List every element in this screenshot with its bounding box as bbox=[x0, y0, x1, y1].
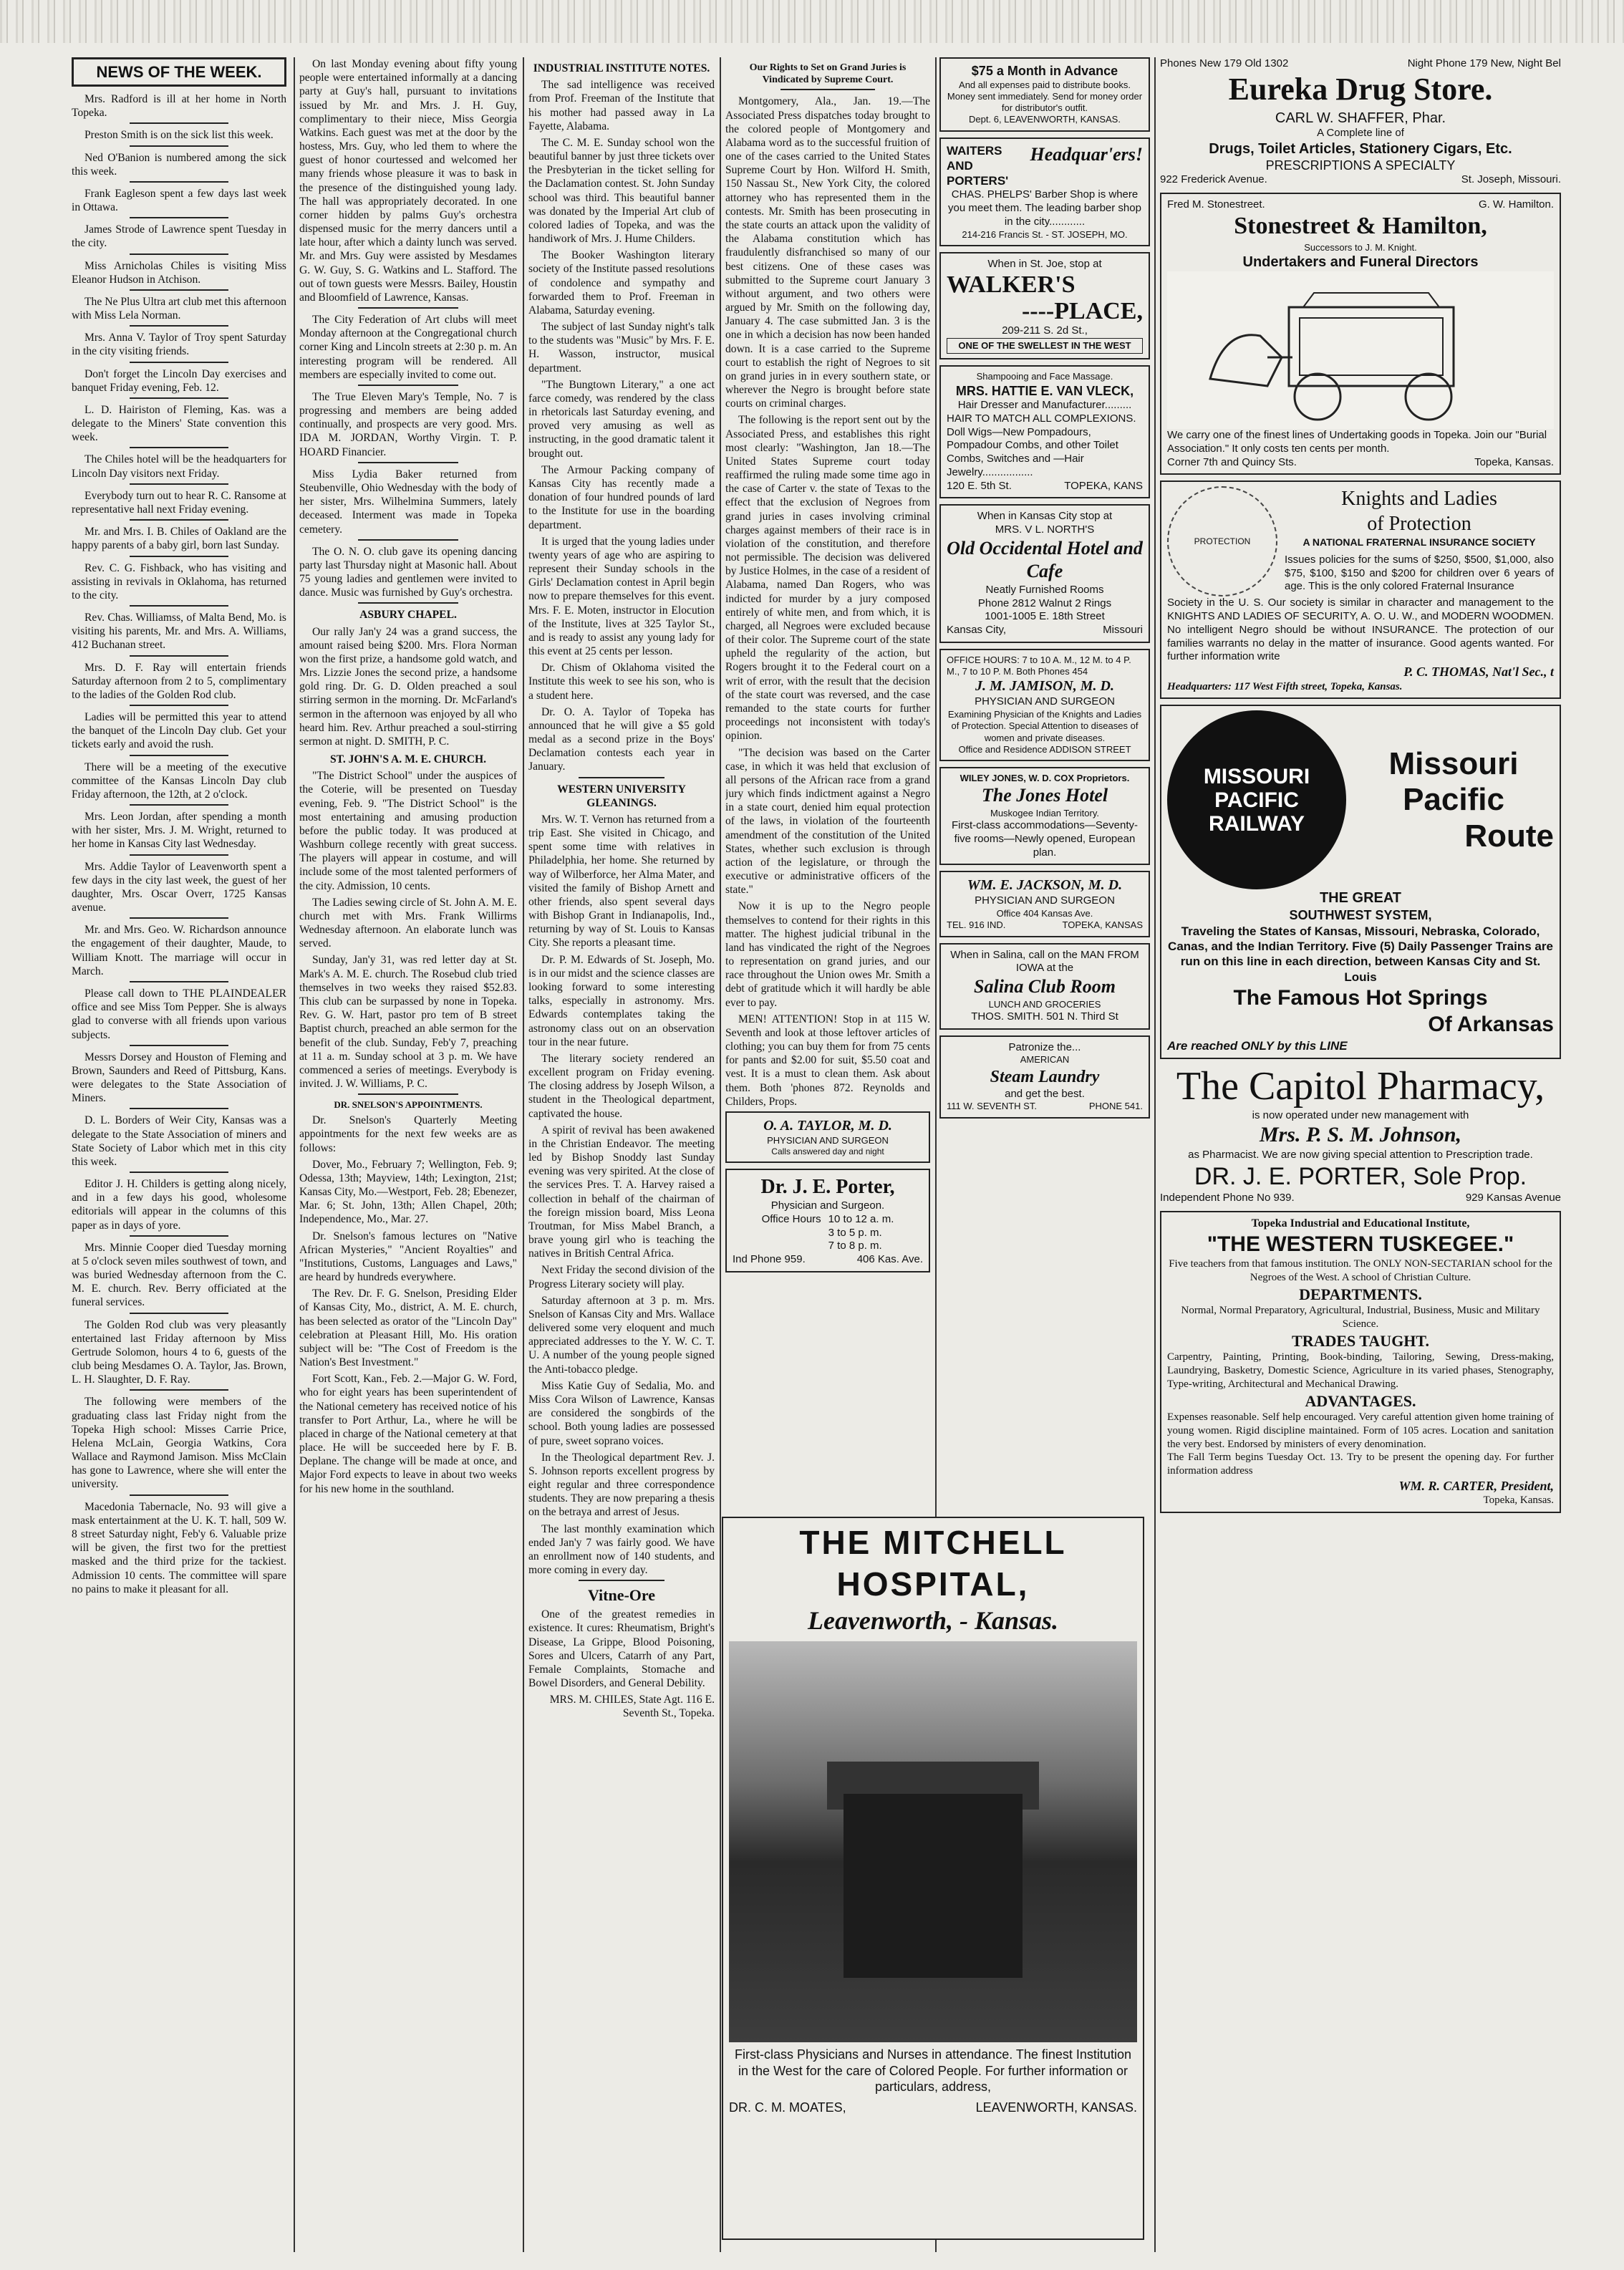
jackson-city: TOPEKA, KANSAS bbox=[1062, 919, 1143, 931]
tuskegee-city: Topeka, Kansas. bbox=[1483, 1494, 1554, 1507]
paragraph: The C. M. E. Sunday school won the beautiful banner by just three tickets over the Presbyterian in the ticket selling for the Daclamation contest. St. John Sunday school was third. This beautiful banner was donated by the Imperial Art club of colored ladies of Topeka, and was the handiwork of Mrs. J. Hume Childers. bbox=[528, 136, 715, 246]
salina-name: Salina Club Room bbox=[974, 976, 1116, 998]
paragraph: MEN! ATTENTION! Stop in at 115 W. Seventh and look at those leftover articles of clothing; you can buy them for from 75 cents for pants and $2.00 for suit, $5.50 coat and vest. It is a must to clean them. Ask about them. Both 'phones 872. Reynolds and Childers, Props. bbox=[725, 1013, 930, 1108]
stonestreet-city: Topeka, Kansas. bbox=[1474, 455, 1554, 468]
separator bbox=[130, 854, 228, 856]
western-tuskegee-ad bbox=[1160, 1211, 1561, 1513]
stonestreet-foot bbox=[1167, 456, 1554, 470]
eureka-line2: Drugs, Toilet Articles, Stationery Cigars, Etc. bbox=[1209, 140, 1512, 157]
knights-body1: Issues policies for the sums of $250, $500, $1,000, also $75, $100, $150 and $200 for children over 6 years of age. This is the only colored Fraternal Insurance bbox=[1285, 553, 1554, 593]
jamison-sub: PHYSICIAN AND SURGEON bbox=[975, 695, 1115, 708]
tuskegee-dept: Normal, Normal Preparatory, Agricultural, Industrial, Business, Music and Military Science. bbox=[1181, 1305, 1540, 1330]
separator bbox=[130, 705, 228, 706]
taylor-ad bbox=[725, 1111, 930, 1163]
vanvleck-body: HAIR TO MATCH ALL COMPLEXIONS. Doll Wigs—New Pompadours, Pompadour Combs, and other Toilet Combs, Switches and —Hair Jewelry................. bbox=[947, 412, 1136, 478]
mitchell-title: THE MITCHELL HOSPITAL, bbox=[799, 1524, 1067, 1603]
paragraph: James Strode of Lawrence spent Tuesday in the city. bbox=[72, 223, 286, 250]
porter-hours-line: 3 to 5 p. m. bbox=[828, 1226, 882, 1239]
column-5-ads bbox=[939, 57, 1150, 1511]
north-name: MRS. V L. NORTH'S bbox=[995, 523, 1095, 536]
stonestreet-addr: Corner 7th and Quincy Sts. bbox=[1167, 455, 1297, 468]
porter-hours-line: 10 to 12 a. m. bbox=[828, 1212, 894, 1225]
stonestreet-sub: Successors to J. M. Knight. bbox=[1304, 241, 1417, 253]
logo-line: MISSOURI bbox=[1203, 764, 1310, 788]
separator bbox=[130, 605, 228, 607]
paragraph: D. L. Borders of Weir City, Kansas was a delegate to the State Association of miners and State Society of Labor which met in this city this week. bbox=[72, 1114, 286, 1168]
paragraph: Mr. and Mrs. Geo. W. Richardson announce the engagement of their daughter, Maude, to William Knott. The marriage will occur in March. bbox=[72, 924, 286, 977]
salina-addr: THOS. SMITH. 501 N. Third St bbox=[971, 1010, 1118, 1023]
paragraph: A spirit of revival has been awakened in the Christian Endeavor. The meeting led by Bishop Snoddy last Sunday evening was very spirited. At the close of the services Pres. T. A. Harvey raised a collection in behalf of the chairman of the foreign mission board, Miss Leona Troutman, for Miss Mabel Branch, a brave young girl who is teaching the natives in British Central Africa. bbox=[528, 1124, 715, 1260]
paragraph: Please call down to THE PLAINDEALER office and see Miss Tom Pepper. She is always glad to converse with all friends upon various subjects. bbox=[72, 987, 286, 1041]
vanvleck-top: Shampooing and Face Massage. bbox=[976, 371, 1113, 382]
separator bbox=[358, 307, 458, 309]
separator bbox=[358, 385, 458, 386]
salina-ad bbox=[939, 943, 1150, 1030]
paragraph: Frank Eagleson spent a few days last week in Ottawa. bbox=[72, 187, 286, 214]
paragraph: The following were members of the graduating class last Friday night from the Topeka High school: Misses Carrie Price, Helena McLain, Georgia Watkins, Cora Wallace and Raymond Jamison. Miss McClain has gone to Lawrence, where she will enter the university. bbox=[72, 1396, 286, 1491]
news-items bbox=[72, 92, 286, 1596]
eureka-drug-ad bbox=[1160, 57, 1561, 187]
stonestreet-line: Undertakers and Funeral Directors bbox=[1242, 254, 1479, 271]
waiters-left: WAITERS AND PORTERS' bbox=[947, 143, 1009, 188]
waiters-row bbox=[947, 143, 1143, 189]
waiters-addr: 214-216 Francis St. - ST. JOSEPH, MO. bbox=[962, 228, 1128, 240]
separator bbox=[130, 447, 228, 448]
eureka-owner: CARL W. SHAFFER, Phar. bbox=[1275, 110, 1446, 126]
north-body: Neatly Furnished Rooms bbox=[985, 583, 1104, 596]
separator bbox=[130, 1108, 228, 1109]
mitchell-hospital-ad bbox=[722, 1517, 1144, 2240]
paragraph: The Armour Packing company of Kansas City has recently made a donation of four hundred pounds of lard to the Institute for use in the boarding department. bbox=[528, 463, 715, 531]
vanvleck-addr: 120 E. 5th St. bbox=[947, 479, 1012, 492]
separator bbox=[130, 1389, 228, 1391]
eureka-phones bbox=[1160, 57, 1561, 70]
stonestreet-title: Stonestreet & Hamilton, bbox=[1234, 213, 1487, 240]
knights-top bbox=[1167, 486, 1554, 597]
column-3 bbox=[528, 57, 715, 2256]
porter-hours-line: 7 to 8 p. m. bbox=[828, 1240, 882, 1252]
separator bbox=[130, 655, 228, 657]
paragraph: Dr. Snelson's famous lectures on "Native African Mysteries," "Ancient Royalties" and "Institutions, Customs, Languages and Laws," are heard by hundreds everywhere. bbox=[299, 1230, 517, 1284]
column-rule bbox=[1154, 57, 1156, 2252]
vitne-ore-title: Vitne-Ore bbox=[587, 1586, 656, 1605]
paragraph: The Rev. Dr. F. G. Snelson, Presiding Elder of Kansas City, Mo., district, A. M. E. church, has been selected as orator of the "Lincoln Day" celebration at Pleasant Hill, Mo. His oration subject will be: "The Cost of Freedom is the Nation's Best Investment." bbox=[299, 1288, 517, 1369]
paragraph: Montgomery, Ala., Jan. 19.—The Associated Press dispatches today brought to the colored people of Montgomery and Alabama word as to the successful fruition of one of the cases carried to the United States Supreme Court by Hon. Wilford H. Smith, 150 Nassau St., New York City, the colored attorney who has represented them in the contests. Mr. Smith has been prosecuting in the state courts an attack upon the validity of the Alabama constitution which has fraudulently disfranchised so many of our best citizens. One of these cases was submitted to the Supreme court January 3 without argument, and two others were argued by Mr. Smith on the following day, January 4. The case submitted Jan. 3 is the one in which a decision has now been handed down. It is a case carried to the Supreme court to establish the right of Negroes to sit on grand juries in in every southern state, or wherever the Negro is brought before state courts on criminal charges. bbox=[725, 95, 930, 410]
laundry-phone: PHONE 541. bbox=[1088, 1101, 1143, 1112]
north-hotel-ad bbox=[939, 504, 1150, 643]
separator bbox=[130, 122, 228, 124]
separator bbox=[130, 981, 228, 982]
paragraph: The last monthly examination which ended Jan'y 7 was fairly good. We have an enrollment now of 140 students, and more coming in every day. bbox=[528, 1522, 715, 1577]
tuskegee-trades: Carpentry, Painting, Printing, Book-binding, Tailoring, Sewing, Dress-making, Laundrying, Basketry, Domestic Science, Agriculture in its varied phases, Stenography, Type-writing, Architectural and Mechanical Drawing. bbox=[1167, 1351, 1554, 1390]
paragraph: Mrs. Minnie Cooper died Tuesday morning at 5 o'clock seven miles southwest of town, and was buried Wednesday afternoon from the C. M. E. church. Rev. Berry officiated at the funeral services. bbox=[72, 1241, 286, 1309]
mitchell-city: Leavenworth, - Kansas. bbox=[807, 1606, 1059, 1635]
jackson-addr: Office 404 Kansas Ave. bbox=[996, 908, 1093, 919]
paragraph: Dr. Chism of Oklahoma visited the Institute this week to see his son, who is a student here. bbox=[528, 662, 715, 702]
tuskegee-title: "THE WESTERN TUSKEGEE." bbox=[1207, 1232, 1514, 1256]
jones-name: The Jones Hotel bbox=[981, 785, 1108, 806]
jackson-sub: PHYSICIAN AND SURGEON bbox=[975, 894, 1115, 907]
north-addr: 1001-1005 E. 18th Street bbox=[985, 610, 1105, 623]
walker-name: WALKER'S bbox=[947, 271, 1076, 298]
tuskegee-dept-head: DEPARTMENTS. bbox=[1299, 1285, 1422, 1303]
paragraph: It is urged that the young ladies under twenty years of age who are aspiring to represent their Sunday schools in the Girls' Declamation contest in April begin now to prepare themselves for this event. Mrs. F. E. Moten, instructor in Elocution of the Institute, lives at 325 Taylor St., and is ready to assist any young lady for this event at 25 cents per lesson. bbox=[528, 535, 715, 658]
vanvleck-sub: Hair Dresser and Manufacturer......... bbox=[957, 399, 1132, 412]
tuskegee-adv: Expenses reasonable. Self help encouraged. Very careful attention given home training of young women. Rigid discipline maintained. Form of 105 acres. Location and sanitation the very best. Endorsed by ministers of every denomination. bbox=[1167, 1411, 1554, 1450]
paragraph: Everybody turn out to hear R. C. Ransome at representative hall next Friday evening. bbox=[72, 489, 286, 516]
mopac-title2: Pacific bbox=[1403, 782, 1504, 818]
waiters-body: CHAS. PHELPS' Barber Shop is where you meet them. The leading barber shop in the city............ bbox=[948, 188, 1141, 228]
separator bbox=[130, 253, 228, 255]
column-news-of-the-week bbox=[72, 57, 286, 2256]
column-6-ads bbox=[1160, 57, 1561, 2256]
paragraph: Saturday afternoon at 3 p. m. Mrs. Snelson of Kansas City and Mrs. Wallace delivered some very eloquent and much appreciated addresses to the Y. W. C. T. U. A number of the young people signed the Anti-tobacco pledge. bbox=[528, 1294, 715, 1376]
laundry-intro: Patronize the... bbox=[1008, 1040, 1081, 1053]
stonestreet-left: Fred M. Stonestreet. bbox=[1167, 198, 1265, 211]
tuskegee-fall: The Fall Term begins Tuesday Oct. 13. Try to be present the opening day. For further information address bbox=[1167, 1452, 1554, 1477]
paragraph: Ned O'Banion is numbered among the sick this week. bbox=[72, 151, 286, 178]
separator bbox=[130, 1172, 228, 1173]
separator bbox=[780, 89, 875, 90]
local-items bbox=[299, 57, 517, 599]
snelson-items bbox=[299, 1114, 517, 1496]
protection-seal bbox=[1167, 486, 1277, 597]
knights-sub: A NATIONAL FRATERNAL INSURANCE SOCIETY bbox=[1302, 536, 1536, 549]
van-vleck-ad bbox=[939, 365, 1150, 498]
porter-phone: Ind Phone 959. bbox=[733, 1253, 806, 1266]
jamison-addr: Office and Residence ADDISON STREET bbox=[958, 743, 1131, 755]
eureka-phones-right: Night Phone 179 New, Night Bel bbox=[1407, 57, 1561, 69]
jones-loc: Muskogee Indian Territory. bbox=[990, 807, 1099, 818]
stonestreet-right: G. W. Hamilton. bbox=[1478, 198, 1554, 211]
separator bbox=[130, 804, 228, 806]
jackson-ad bbox=[939, 871, 1150, 937]
paragraph: Messrs Dorsey and Houston of Fleming and Brown, Saunders and Reed of Pittsburg, Kans. were delegates to the State Association of Miners. bbox=[72, 1051, 286, 1105]
north-phone: Phone 2812 Walnut 2 Rings bbox=[977, 597, 1112, 609]
paragraph: The literary society rendered an excellent program on Friday evening. The closing address by Joseph Wilson, a student in the Theological department, captivated the house. bbox=[528, 1052, 715, 1120]
paragraph: Dr. Snelson's Quarterly Meeting appointments for the next few weeks are as follows: bbox=[299, 1114, 517, 1154]
porter-sub: Physician and Surgeon. bbox=[770, 1199, 885, 1212]
laundry-ad bbox=[939, 1035, 1150, 1119]
separator bbox=[130, 483, 228, 485]
eureka-line3: PRESCRIPTIONS A SPECIALTY bbox=[1265, 158, 1456, 173]
paragraph: The sad intelligence was received from Prof. Freeman of the Institute that his mother had passed away in La Fayette, Alabama. bbox=[528, 79, 715, 132]
paragraph: Mr. and Mrs. I. B. Chiles of Oakland are the happy parents of a baby girl, born last Sunday. bbox=[72, 526, 286, 552]
laundry-sub: and get the best. bbox=[1005, 1087, 1085, 1100]
knights-ladies-ad bbox=[1160, 480, 1561, 699]
column-2 bbox=[299, 57, 517, 2256]
porter-hours-label: Office Hours bbox=[761, 1212, 821, 1225]
separator bbox=[579, 777, 664, 778]
asbury-chapel-heading: ASBURY CHAPEL. bbox=[359, 609, 457, 622]
separator bbox=[130, 289, 228, 291]
jackson-foot bbox=[947, 919, 1143, 931]
separator bbox=[130, 1494, 228, 1496]
column-4 bbox=[725, 57, 930, 1511]
paragraph: "The District School" under the auspices of the Coterie, will be presented on Tuesday evening, Feb. 9. "The District School" is the most entertaining and amusing production before the public today. It was produced at Washburn college recently with great success. The players will appear in costume, and will include some of the most talented performers of the city. Admission, 10 cents. bbox=[299, 770, 517, 892]
hearse-illustration bbox=[1167, 271, 1554, 429]
jackson-name: WM. E. JACKSON, M. D. bbox=[967, 877, 1123, 894]
capitol-phone: Independent Phone No 939. bbox=[1160, 1192, 1295, 1204]
column-rule bbox=[523, 57, 524, 2252]
walker-tag: ONE OF THE SWELLEST IN THE WEST bbox=[947, 338, 1143, 354]
separator bbox=[130, 181, 228, 183]
vanvleck-city: TOPEKA, KANS bbox=[1064, 479, 1143, 492]
knights-hq: Headquarters: 117 West Fifth street, Topeka, Kansas. bbox=[1167, 680, 1403, 692]
tuskegee-trades-head: TRADES TAUGHT. bbox=[1292, 1331, 1429, 1350]
porter-hours bbox=[733, 1213, 923, 1253]
vitne-ore-body: One of the greatest remedies in existence. It cures: Rheumatism, Bright's Disease, La Grippe, Blood Poisoning, Sores and Ulcers, Catarrh of any Part, Female Complaints, Stomache and Bowel Disorders, and General Debility. bbox=[528, 1608, 715, 1690]
paragraph: The True Eleven Mary's Temple, No. 7 is progressing and members are being added continually, and prospects are very good. Mrs. IDA M. JORDAN, Worthy Virgin. T. P. HOARD Financier. bbox=[299, 390, 517, 458]
paragraph: Now it is up to the Negro people themselves to contend for their rights in this matter. The highest judicial tribunal in the land has vindicated the right of the Negroes to representation on grand juries, and our race throughout the Union owes Mr. Smith a debt of gratitude which it will hardly be able ever to pay. bbox=[725, 900, 930, 1009]
paragraph: Sunday, Jan'y 31, was red letter day at St. Mark's A. M. E. church. The Rosebud club tried themselves in two weeks they raised $52.83. This club can be surpassed by none in Topeka. Rev. G. W. Hart, pastor pro tem of B street Baptist church, preached an able sermon for the benefit of the club. Sunday, Feb'y 7, preaching at 11 a. m. Sunday school at 3 p. m. We have commenced a series of meetings. Everybody is invited. J. W. Williams, P. C. bbox=[299, 954, 517, 1091]
paragraph: "The Bungtown Literary," a one act farce comedy, was rendered by the class in rhetoricals last Saturday evening, and proved very amusing as well as instructing, in the good dramatic talent it brought out. bbox=[528, 378, 715, 460]
separator bbox=[130, 1045, 228, 1046]
separator bbox=[130, 325, 228, 327]
separator bbox=[130, 1313, 228, 1314]
north-state: Missouri bbox=[1103, 624, 1143, 637]
mopac-title3: Route bbox=[1464, 818, 1554, 854]
mitchell-sign-city: LEAVENWORTH, KANSAS. bbox=[975, 2100, 1137, 2115]
salina-intro: When in Salina, call on the MAN FROM IOWA at the bbox=[950, 948, 1139, 975]
jones-hotel-ad bbox=[939, 767, 1150, 865]
north-foot bbox=[947, 624, 1143, 637]
paragraph: Mrs. Anna V. Taylor of Troy spent Saturday in the city visiting friends. bbox=[72, 332, 286, 358]
mopac-springs1: The Famous Hot Springs bbox=[1233, 985, 1488, 1010]
jones-body: First-class accommodations—Seventy-five rooms—Newly opened, European plan. bbox=[951, 819, 1139, 859]
separator bbox=[358, 539, 458, 541]
capitol-addr: 929 Kansas Avenue bbox=[1465, 1192, 1561, 1204]
salina-sub: LUNCH AND GROCERIES bbox=[988, 998, 1101, 1010]
separator bbox=[130, 755, 228, 756]
paragraph: Preston Smith is on the sick list this week. bbox=[84, 129, 274, 142]
capitol-owner: Mrs. P. S. M. Johnson, bbox=[1259, 1123, 1462, 1147]
paragraph: The Chiles hotel will be the headquarters for Lincoln Day visitors next Friday. bbox=[72, 453, 286, 480]
separator bbox=[130, 145, 228, 147]
paragraph: Dover, Mo., February 7; Wellington, Feb. 9; Odessa, 13th; Mayview, 14th; Lexington, 21st; Kansas City, Mo.—Westport, Feb. 28; Ebenezer, Mar. 6; St. John, 13th; Allen Chapel, 20th; Independence, Mo., Mar. 27. bbox=[299, 1158, 517, 1226]
stonestreet-names bbox=[1167, 198, 1554, 212]
ad-75-a-month bbox=[939, 57, 1150, 132]
eureka-phones-left: Phones New 179 Old 1302 bbox=[1160, 57, 1289, 69]
capitol-prop: DR. J. E. PORTER, Sole Prop. bbox=[1194, 1162, 1527, 1190]
grand-juries-heading: Our Rights to Set on Grand Juries is Vindicated by Supreme Court. bbox=[749, 62, 907, 86]
walker-intro: When in St. Joe, stop at bbox=[987, 257, 1102, 270]
laundry-foot bbox=[947, 1101, 1143, 1112]
knights-title-block bbox=[1285, 486, 1554, 594]
paragraph: Dr. P. M. Edwards of St. Joseph, Mo. is in our midst and the science classes are looking forward to some interesting talks, especially in astronomy. Mrs. Edwards contemplates taking the astronomy class out on an observation tour in the near future. bbox=[528, 953, 715, 1048]
separator bbox=[130, 519, 228, 521]
walker-place: ----PLACE, bbox=[1021, 297, 1143, 324]
eureka-city: St. Joseph, Missouri. bbox=[1461, 173, 1561, 186]
page-top-edge bbox=[0, 0, 1624, 43]
separator bbox=[130, 397, 228, 399]
mitchell-sign: DR. C. M. MOATES, bbox=[729, 2100, 846, 2115]
laundry-mid: AMERICAN bbox=[1020, 1054, 1070, 1066]
jamison-ad bbox=[939, 649, 1150, 761]
mopac-reached: Are reached ONLY by this LINE bbox=[1167, 1038, 1348, 1053]
separator bbox=[130, 556, 228, 557]
paragraph: Macedonia Tabernacle, No. 93 will give a mask entertainment at the U. K. T. hall, 509 W. 8 street Saturday night, Feb'y 6. Valuable prize will be given, the first two for the prettiest masked and the third prize for the tackiest. Admission 10 cents. The committee will spare no pains to make it pleasant for all. bbox=[72, 1500, 286, 1595]
paragraph: Dr. O. A. Taylor of Topeka has announced that he will give a $5 gold medal as a second prize in the Boys' Declamation contests each year in January. bbox=[528, 705, 715, 773]
tuskegee-intro: Five teachers from that famous institution. The ONLY NON-SECTARIAN school for the Negroes of the West. A school of Christian Culture. bbox=[1169, 1258, 1552, 1284]
eureka-addr: 922 Frederick Avenue. bbox=[1160, 173, 1267, 186]
ad75-title: $75 a Month in Advance bbox=[971, 64, 1118, 78]
laundry-name: Steam Laundry bbox=[990, 1067, 1100, 1086]
paragraph: Next Friday the second division of the Progress Literary society will play. bbox=[528, 1264, 715, 1290]
paragraph: In the Theological department Rev. J. S. Johnson reports excellent progress by eight regular and three correspondence students. They are now preparing a thesis on the betraya and arrest of Jesus. bbox=[528, 1451, 715, 1519]
eureka-title: Eureka Drug Store. bbox=[1228, 72, 1493, 107]
snelson-heading: DR. SNELSON'S APPOINTMENTS. bbox=[334, 1099, 483, 1111]
jamison-name: J. M. JAMISON, M. D. bbox=[975, 678, 1114, 695]
paragraph: Don't forget the Lincoln Day exercises and banquet Friday evening, Feb. 12. bbox=[72, 367, 286, 394]
logo-line: RAILWAY bbox=[1209, 811, 1305, 836]
paragraph: Mrs. Radford is ill at her home in North Topeka. bbox=[72, 93, 286, 120]
ad75-body: And all expenses paid to distribute books. Money sent immediately. Send for money order for distributor's outfit. bbox=[947, 79, 1143, 113]
vanvleck-foot bbox=[947, 480, 1143, 493]
separator bbox=[130, 362, 228, 363]
north-intro: When in Kansas City stop at bbox=[977, 510, 1113, 523]
paragraph: "The decision was based on the Carter case, in which it was held that exclusion of all persons of the African race from a grand jury which finds indictment against a Negro in a state court, denied him equal protection of the laws, in violation of the fourteenth amendment of the constitution of the United States, whether such exclusion is through action of the legislature, or through the executive or administrative officers of the state." bbox=[725, 746, 930, 897]
paragraph: Miss Arnicholas Chiles is visiting Miss Eleanor Hudson in Atchison. bbox=[72, 259, 286, 286]
logo-line: PACIFIC bbox=[1214, 788, 1299, 812]
knights-body2: Society in the U. S. Our society is similar in character and management to the KNIGHTS AND LADIES OF SECURITY, A. O. U. W., and MODERN WOODMEN. No intelligent Negro should be without INSURANCE. The protection of our families warrants no delay in the matter of insurance. Good agents wanted. For further information write bbox=[1167, 597, 1554, 663]
grand-juries-items bbox=[725, 95, 930, 1109]
st-johns-items bbox=[299, 769, 517, 1091]
separator bbox=[358, 1093, 458, 1095]
capitol-sub: is now operated under new management with bbox=[1252, 1109, 1469, 1121]
separator bbox=[358, 602, 458, 604]
paragraph: Miss Katie Guy of Sedalia, Mo. and Miss Cora Wilson of Lawrence, Kansas are considered the songbirds of the school. Both young ladies are possessed of pure, sweet soprano voices. bbox=[528, 1379, 715, 1447]
north-hotel: Old Occidental Hotel and Cafe bbox=[947, 537, 1143, 582]
separator bbox=[579, 1580, 664, 1581]
paragraph: Fort Scott, Kan., Feb. 2.—Major G. W. Ford, who for eight years has been superintendent of the National cemetery has received notice of his transfer to Port Arthur, La., where he will be placed in charge of the National cemetery at that place. He will be succeeded here by F. B. Deplane. The change will be made at once, and Major Ford expects to leave in about two weeks for his new home in the southland. bbox=[299, 1373, 517, 1495]
missouri-pacific-logo-icon bbox=[1167, 710, 1346, 889]
institute-items bbox=[528, 78, 715, 773]
stonestreet-body: We carry one of the finest lines of Undertaking goods in Topeka. Join our "Burial Association." It only costs ten cents per month. bbox=[1167, 429, 1547, 455]
paragraph: The Booker Washington literary society of the Institute passed resolutions of condolence and sympathy and forwarded them to Prof. Freeman in Alabama, Saturday evening. bbox=[528, 249, 715, 317]
taylor-name: O. A. TAYLOR, M. D. bbox=[763, 1117, 892, 1134]
paragraph: The following is the report sent out by the Associated Press, and establishes this right most clearly: "Washington, Jan 18.—The United States Supreme court today reaffirmed the ruling made some time ago in the case of Carter v. the state of Texas to the effect that the exclusion of Negroes from grand juries in cases involving criminal charges against members of their race is in violation of the constitution, and therefore not permissible. The decision was delivered by Justice Holmes, in the case of a resident of Alabama, named Dan Rogers, who was indicted for murder by a jury composed entirely of white men, and from which, it is charged, all Negroes were excluded because of their color. The Supreme court of the state upheld the regularity of the action, but Rogers brought it to the Federal court on a writ of error, with the result that the decision of the state court was reversed, and the case remanded to the state courts for further proceedings not inconsistent with today's opinion. bbox=[725, 414, 930, 743]
eureka-foot bbox=[1160, 173, 1561, 186]
missouri-pacific-ad bbox=[1160, 705, 1561, 1059]
hospital-photo bbox=[729, 1641, 1137, 2042]
vanvleck-name: MRS. HATTIE E. VAN VLECK, bbox=[955, 383, 1134, 398]
industrial-institute-heading: INDUSTRIAL INSTITUTE NOTES. bbox=[533, 62, 710, 74]
paragraph: Miss Lydia Baker returned from Steubenville, Ohio Wednesday with the body of her sister, Mrs. Wilhelmina Summers, lately deceased. Interment was made in Topeka cemetery. bbox=[299, 468, 517, 536]
paragraph: On last Monday evening about fifty young people were entertained informally at a dancing party at Guy's hall, pursuant to invitations issued by Mr. and Mrs. J. H. Guy, complimentary to their niece, Miss Georgia Watkins. Each guest was met at the door by the hostess, Mrs. Guy, who led them to where the guest of honor courtessed and welcomed her many friends whose pleasure it was to bask in the presence of the distinguished young lady. The hall was appropriately decorated. In one corner hidden by palms Guy's orchestra dispensed music for the merry dancers until a late hour, after which a dainty lunch was served. Mr. and Mrs. Guy were assisted by Mesdames G. W. Guy, S. G. Watkins and L. Stafford. The out of town guests were Messrs. Bailey, Houstin and Bloomfield of Lawrence, Kansas. bbox=[299, 58, 517, 304]
capitol-title: The Capitol Pharmacy, bbox=[1176, 1064, 1545, 1109]
porter-ad bbox=[725, 1169, 930, 1272]
tuskegee-adv-head: ADVANTAGES. bbox=[1305, 1391, 1416, 1410]
separator bbox=[358, 462, 458, 463]
separator bbox=[130, 217, 228, 218]
separator bbox=[130, 1235, 228, 1237]
mopac-great: THE GREAT bbox=[1319, 890, 1402, 907]
laundry-addr: 111 W. SEVENTH ST. bbox=[947, 1101, 1037, 1112]
taylor-sub: PHYSICIAN AND SURGEON bbox=[767, 1134, 889, 1146]
mopac-body: Traveling the States of Kansas, Missouri, Nebraska, Colorado, Canas, and the Indian Territory. Five (5) Daily Passenger Trains are run on this line in each direction, between Kansas City and St. Louis bbox=[1168, 924, 1553, 984]
porter-name: Dr. J. E. Porter, bbox=[760, 1176, 895, 1199]
paragraph: Mrs. Addie Taylor of Leavenworth spent a few days in the city last week, the guest of her daughter, Mrs. Oscar Overr, 1725 Kansas avenue. bbox=[72, 860, 286, 914]
paragraph: Mrs. Leon Jordan, after spending a month with her sister, Mrs. J. M. Wright, returned to her home in Kansas City last Wednesday. bbox=[72, 811, 286, 851]
university-items bbox=[528, 813, 715, 1577]
taylor-note: Calls answered day and night bbox=[771, 1146, 884, 1157]
stonestreet-ad bbox=[1160, 193, 1561, 475]
ad75-foot: Dept. 6, LEAVENWORTH, KANSAS. bbox=[969, 114, 1121, 125]
paragraph: The Golden Rod club was very pleasantly entertained last Friday afternoon by Miss Gertrude Solomon, hours 4 to 6, guests of the club being Mesdames O. A. Taylor, Jas. Brown, L. H. Slaughter, D. F. Ray. bbox=[72, 1318, 286, 1386]
knights-title1: Knights and Ladies bbox=[1341, 488, 1497, 511]
paragraph: The Ladies sewing circle of St. John A. M. E. church met with Mrs. Frank Willirms Wednesday afternoon. An elaborate lunch was served. bbox=[299, 896, 517, 950]
western-university-heading: WESTERN UNIVERSITY GLEANINGS. bbox=[557, 783, 686, 809]
paragraph: Editor J. H. Childers is getting along nicely, and in a few days his good, wholesome editorials will appear in the columns of this paper as in days of yore. bbox=[72, 1178, 286, 1232]
capitol-pharmacy-ad bbox=[1160, 1065, 1561, 1205]
mopac-title1: Missouri bbox=[1388, 745, 1519, 781]
knights-sign: P. C. THOMAS, Nat'l Sec., t bbox=[1403, 665, 1554, 680]
hearse-icon bbox=[1167, 271, 1554, 429]
column-rule bbox=[294, 57, 295, 2252]
jamison-hours: OFFICE HOURS: 7 to 10 A. M., 12 M. to 4 P. M., 7 to 10 P. M. Both Phones 454 bbox=[947, 654, 1131, 677]
paragraph: Our rally Jan'y 24 was a grand success, the amount raised being $200. Mrs. Flora Norman won the first prize, a handsome gold watch, and Mrs. Lizzie Jones the second prize, a handsome gold ring. Dr. G. D. Olden preached a soul stirring sermon in the morning. Dr. McFarland's sermon in the afternoon was enjoyed by all who heard him. Rev. Arthur preached a soul-stirring sermon at night. D. SMITH, P. C. bbox=[299, 625, 517, 748]
phelps-barber-ad bbox=[939, 137, 1150, 246]
paragraph: L. D. Hairiston of Fleming, Kas. was a delegate to the Miners' State convention this week. bbox=[72, 403, 286, 444]
jones-props: WILEY JONES, W. D. COX Proprietors. bbox=[960, 773, 1130, 784]
seal-text: PROTECTION bbox=[1194, 536, 1251, 546]
mitchell-foot bbox=[729, 2100, 1137, 2116]
vitne-ore-agent: MRS. M. CHILES, State Agt. 116 E. Seventh St., Topeka. bbox=[549, 1694, 715, 1720]
paragraph: Mrs. D. F. Ray will entertain friends Saturday afternoon from 2 to 5, complimentary to the ladies of the Golden Rod club. bbox=[72, 661, 286, 701]
news-of-the-week-heading: NEWS OF THE WEEK. bbox=[72, 57, 286, 87]
mopac-top bbox=[1167, 710, 1554, 889]
paragraph: Ladies will be permitted this year to attend the banquet of the Lincoln Day club. Get your tickets early and avoid the rush. bbox=[72, 711, 286, 751]
tuskegee-sign: WM. R. CARTER, President, bbox=[1398, 1478, 1554, 1493]
capitol-foot bbox=[1160, 1192, 1561, 1204]
mopac-springs2: Of Arkansas bbox=[1428, 1013, 1554, 1037]
knights-title2: of Protection bbox=[1367, 513, 1471, 536]
column-rule bbox=[720, 57, 721, 2252]
mopac-system: SOUTHWEST SYSTEM, bbox=[1289, 908, 1432, 923]
paragraph: The Ne Plus Ultra art club met this afternoon with Miss Lela Norman. bbox=[72, 295, 286, 322]
north-city: Kansas City, bbox=[947, 624, 1007, 637]
waiters-right: Headquar'ers! bbox=[1030, 143, 1143, 165]
paragraph: Mrs. W. T. Vernon has returned from a trip East. She visited in Chicago, and spent some time with relatives in Philadelphia, her home. She returned by way of Wilberforce, her Alma Mater, and visited the family of Bishop Arnett and other friends, also spent several days with Bishop Grant in Indianapolis, Ind., returning by way of St. Louis to Kansas City. She reports a pleasant time. bbox=[528, 813, 715, 950]
paragraph: The subject of last Sunday night's talk to the students was "Music" by Mrs. F. E. H. Wasson, instructor, musical department. bbox=[528, 321, 715, 375]
jamison-note: Examining Physician of the Knights and Ladies of Protection. Special Attention to diseases of women and private diseases. bbox=[947, 709, 1142, 743]
paragraph: The O. N. O. club gave its opening dancing party last Thursday night at Masonic hall. About 75 young ladies and gentlemen were invited to dance. Music was furnished by Guy's orchestra. bbox=[299, 545, 517, 599]
walkers-place-ad bbox=[939, 252, 1150, 360]
capitol-note: as Pharmacist. We are now giving special attention to Prescription trade. bbox=[1188, 1149, 1533, 1161]
hospital-building bbox=[844, 1794, 1023, 1979]
separator bbox=[130, 917, 228, 919]
mitchell-body: First-class Physicians and Nurses in attendance. The finest Institution in the West for the care of Colored People. For further information or particulars, address, bbox=[735, 2047, 1131, 2094]
porter-foot bbox=[733, 1253, 923, 1267]
asbury-items bbox=[299, 625, 517, 749]
paragraph: Rev. C. G. Fishback, who has visiting and assisting in revivals in Oklahoma, has returned to the city. bbox=[72, 561, 286, 602]
paragraph: Rev. Chas. Williamss, of Malta Bend, Mo. is visiting his parents, Mr. and Mrs. A. Williams, 412 Buchanan street. bbox=[72, 612, 286, 652]
mopac-title-block bbox=[1353, 746, 1554, 855]
tuskegee-top: Topeka Industrial and Educational Institute, bbox=[1251, 1217, 1470, 1230]
jackson-tel: TEL. 916 IND. bbox=[947, 919, 1006, 931]
eureka-line1: A Complete line of bbox=[1317, 127, 1404, 140]
paragraph: There will be a meeting of the executive committee of the Kansas Lincoln Day club Friday afternoon, the 12th, at 2 o'clock. bbox=[72, 760, 286, 801]
porter-addr: 406 Kas. Ave. bbox=[856, 1253, 923, 1266]
walker-addr: 209-211 S. 2d St., bbox=[1002, 324, 1088, 337]
st-johns-heading: ST. JOHN'S A. M. E. CHURCH. bbox=[329, 753, 487, 766]
paragraph: The City Federation of Art clubs will meet Monday afternoon at the Congregational church corner King and Lincoln streets at 2:30 p. m. An interesting program will be rendered. All members are especially invited to come out. bbox=[299, 314, 517, 381]
